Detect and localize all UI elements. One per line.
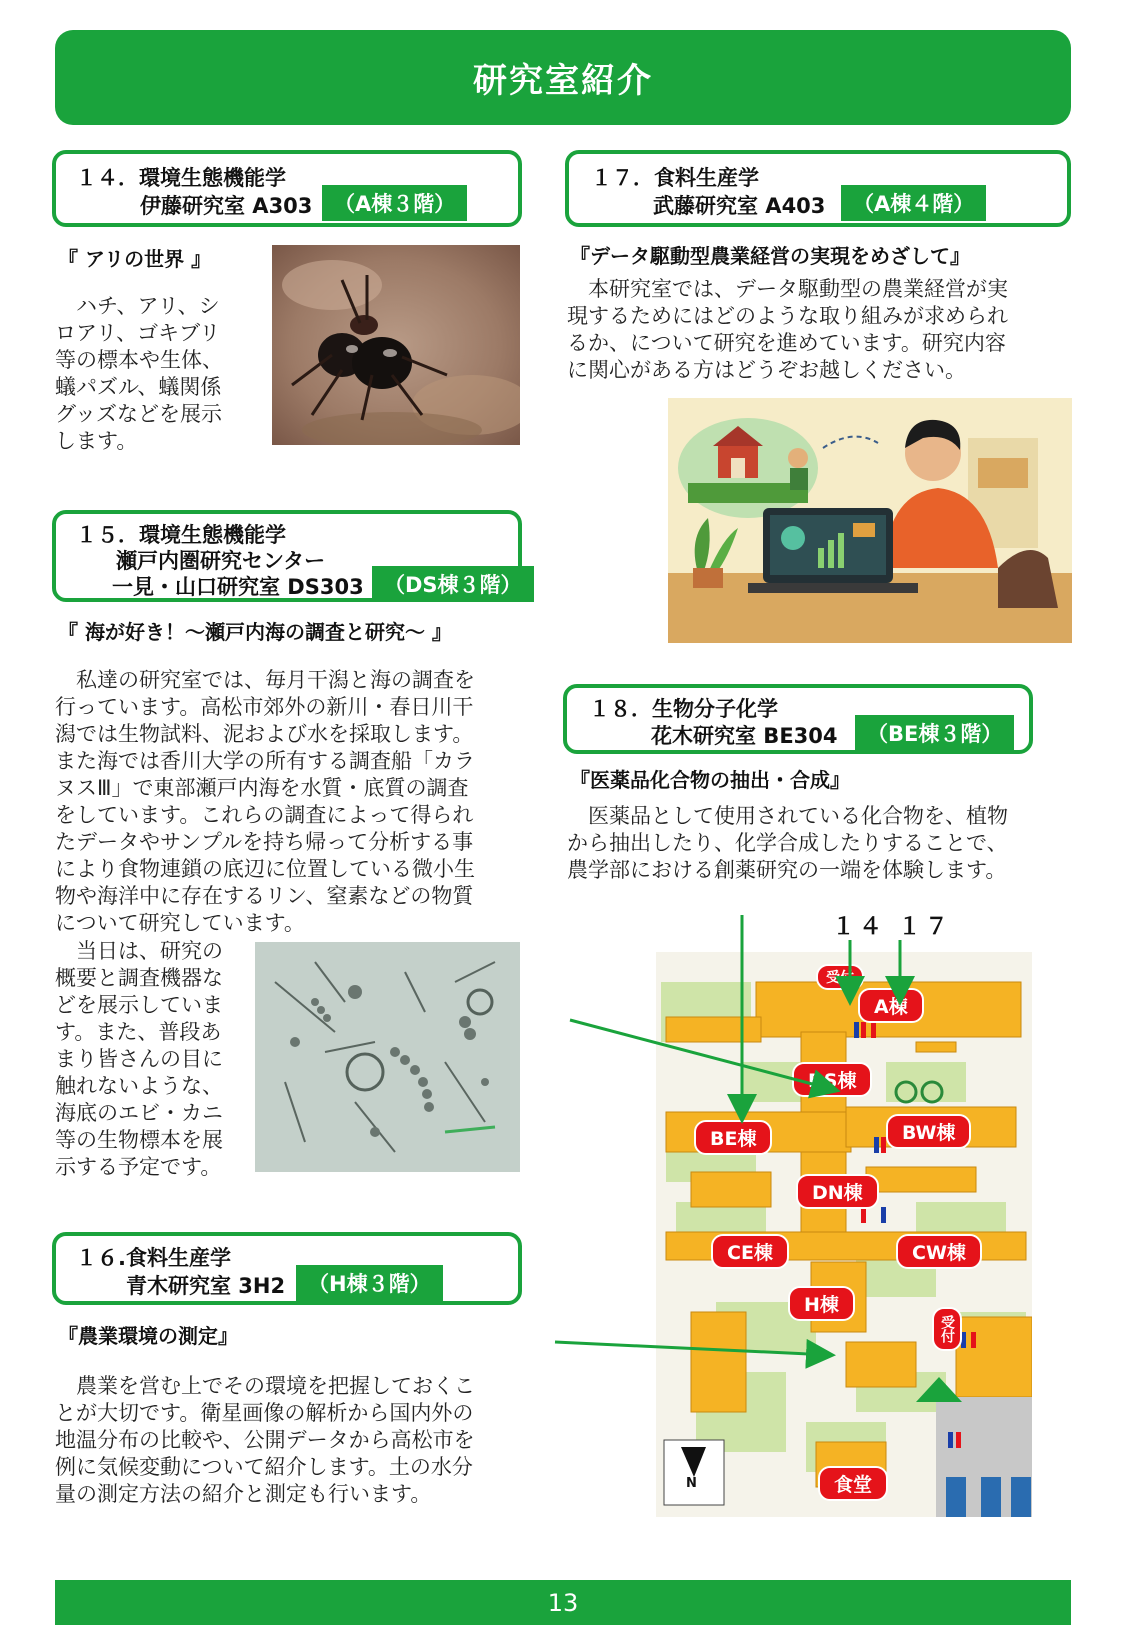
lab-16-line2: 青木研究室 3H2 bbox=[126, 1274, 286, 1298]
map-lab-numbers: １４ １７ bbox=[832, 914, 953, 940]
lab-18-line2: 花木研究室 BE304 bbox=[651, 724, 838, 748]
text-line: たデータやサンプルを持ち帰って分析する事 bbox=[55, 830, 474, 854]
map-reception-side: 受付 bbox=[932, 1307, 962, 1351]
map-building-cw: CW棟 bbox=[896, 1234, 982, 1269]
text-line: どを展示していま bbox=[55, 993, 223, 1017]
lab-18-subtitle: 『医薬品化合物の抽出・合成』 bbox=[570, 768, 850, 792]
page-title: 研究室紹介 bbox=[55, 30, 1071, 125]
lab-14-line2: 伊藤研究室 A303 bbox=[140, 194, 313, 218]
text-line: グッズなどを展示 bbox=[55, 402, 222, 426]
lab-14-line1: １４．環境生態機能学 bbox=[76, 166, 286, 190]
text-line: 例に気候変動について紹介します。土の水分 bbox=[55, 1455, 473, 1479]
north-indicator: N bbox=[686, 1476, 697, 1491]
lab-18-line1: １８．生物分子化学 bbox=[589, 697, 778, 721]
text-line: 概要と調査機器な bbox=[55, 966, 223, 990]
text-line: 示する予定です。 bbox=[55, 1155, 222, 1179]
lab-14-floor-tag: （A棟３階） bbox=[322, 185, 467, 221]
text-line: 私達の研究室では、毎月干潟と海の調査を bbox=[55, 668, 475, 692]
text-line: また海では香川大学の所有する調査船「カラ bbox=[55, 749, 475, 773]
text-line: 触れないような、 bbox=[55, 1074, 223, 1098]
lab-16-subtitle: 『農業環境の測定』 bbox=[58, 1324, 238, 1348]
text-line: 本研究室では、データ駆動型の農業経営が実 bbox=[567, 277, 1008, 301]
lab-16-floor-tag: （H棟３階） bbox=[296, 1265, 443, 1301]
lab-17-subtitle: 『データ駆動型農業経営の実現をめざして』 bbox=[570, 244, 970, 268]
lab-16-line1: １６.食料生産学 bbox=[76, 1246, 231, 1270]
text-line: ヌスⅢ」で東部瀬戸内海を水質・底質の調査 bbox=[55, 776, 469, 800]
lab-15-line1: １５．環境生態機能学 bbox=[76, 523, 286, 547]
text-line: 蟻パズル、蟻関係 bbox=[55, 375, 222, 399]
map-building-a: A棟 bbox=[858, 988, 924, 1023]
text-line: ロアリ、ゴキブリ bbox=[55, 321, 221, 345]
text-line: に関心がある方はどうぞお越しください。 bbox=[567, 358, 966, 382]
text-line: 現するためにはどのような取り組みが求められ bbox=[567, 304, 1008, 328]
text-line: から抽出したり、化学合成したりすることで、 bbox=[567, 831, 1008, 855]
text-line: ハチ、アリ、シ bbox=[55, 294, 220, 318]
text-line: について研究しています。 bbox=[55, 911, 305, 935]
lab-17-floor-tag: （A棟４階） bbox=[841, 185, 986, 221]
text-line: 海底のエビ・カニ bbox=[55, 1101, 223, 1125]
map-building-ds: DS棟 bbox=[792, 1062, 872, 1097]
map-reception-top: 受付 bbox=[816, 964, 864, 990]
text-line: 地温分布の比較や、公開データから高松市を bbox=[55, 1428, 475, 1452]
map-building-dn: DN棟 bbox=[796, 1174, 879, 1209]
text-line: るか、について研究を進めています。研究内容 bbox=[567, 331, 1006, 355]
text-line: 農学部における創薬研究の一端を体験します。 bbox=[567, 858, 1007, 882]
lab-17-line2: 武藤研究室 A403 bbox=[653, 194, 826, 218]
text-line: 等の標本や生体、 bbox=[55, 348, 223, 372]
text-line: 医薬品として使用されている化合物を、植物 bbox=[567, 804, 1008, 828]
page-number: 13 bbox=[55, 1580, 1071, 1625]
text-line: 行っています。高松市郊外の新川・春日川干 bbox=[55, 695, 474, 719]
text-line: により食物連鎖の底辺に位置している微小生 bbox=[55, 857, 475, 881]
lab-15-floor-tag: （DS棟３階） bbox=[372, 566, 534, 602]
lab-17-line1: １７．食料生産学 bbox=[591, 166, 759, 190]
text-line: をしています。これらの調査によって得られ bbox=[55, 803, 474, 827]
text-line: 等の生物標本を展 bbox=[55, 1128, 223, 1152]
lab-15-subtitle: 『 海が好き！～瀬戸内海の調査と研究～ 』 bbox=[58, 620, 452, 644]
text-line: します。 bbox=[55, 429, 138, 453]
text-line: 物や海洋中に存在するリン、窒素などの物質 bbox=[55, 884, 474, 908]
map-building-h: H棟 bbox=[788, 1286, 855, 1321]
text-line: 潟では生物試料、泥および水を採取します。 bbox=[55, 722, 474, 746]
lab-15-line2: 瀬戸内圏研究センター bbox=[116, 549, 326, 573]
lab-18-floor-tag: （BE棟３階） bbox=[855, 715, 1014, 751]
text-line: 農業を営む上でその環境を把握しておくこ bbox=[55, 1374, 475, 1398]
map-building-ce: CE棟 bbox=[711, 1234, 789, 1269]
text-line: す。また、普段あ bbox=[55, 1020, 222, 1044]
map-building-bw: BW棟 bbox=[886, 1114, 971, 1149]
map-building-be: BE棟 bbox=[694, 1120, 772, 1155]
map-cafeteria: 食堂 bbox=[818, 1466, 888, 1501]
lab-15-line3: 一見・山口研究室 DS303 bbox=[112, 575, 364, 599]
text-line: 量の測定方法の紹介と測定も行います。 bbox=[55, 1482, 432, 1506]
text-line: まり皆さんの目に bbox=[55, 1047, 223, 1071]
text-line: 当日は、研究の bbox=[55, 939, 223, 963]
lab-14-subtitle: 『 アリの世界 』 bbox=[58, 247, 212, 271]
text-line: とが大切です。衛星画像の解析から国内外の bbox=[55, 1401, 474, 1425]
